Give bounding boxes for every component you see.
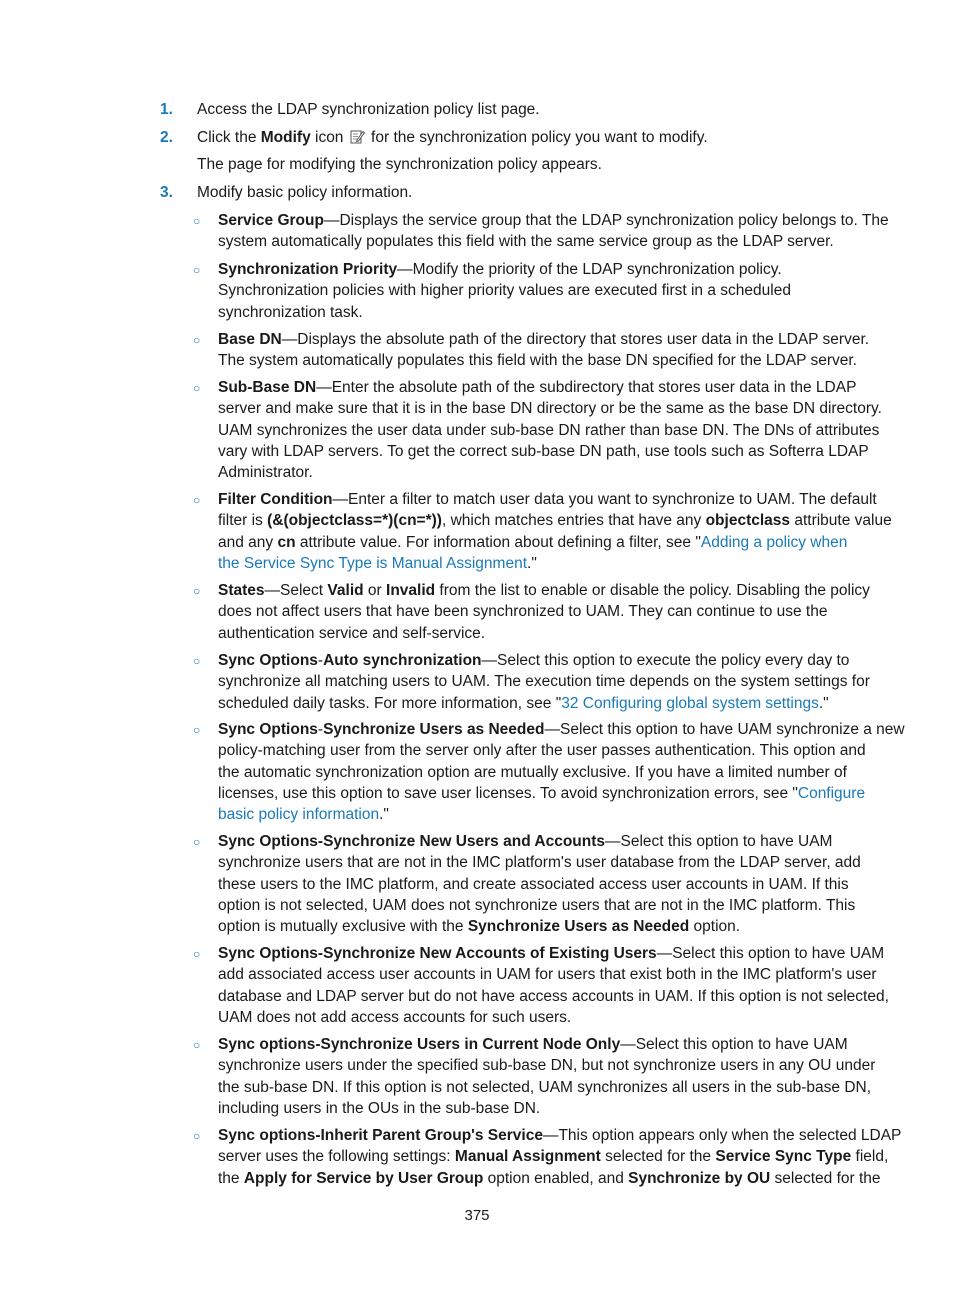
bold-term: Apply for Service by User Group	[243, 1169, 484, 1187]
body-text: —Displays the absolute path of the directory that stores user data in the LDAP server.	[281, 331, 870, 348]
text-line	[218, 693, 873, 714]
option-item	[218, 210, 889, 253]
text-line	[218, 852, 873, 873]
text-line	[218, 895, 873, 916]
body-text: synchronize users under the specified sub-base DN, but not synchronize users in any OU under	[218, 1057, 876, 1075]
option-item	[218, 377, 882, 483]
body-text: —Displays the service group that the LDAP synchronization policy belongs to. The	[323, 212, 889, 229]
body-text: licenses, use this option to save user licenses. To avoid synchronization errors, see "	[218, 784, 798, 802]
text-line	[218, 462, 873, 483]
bold-term: Invalid	[386, 582, 436, 599]
body-text: option is mutually exclusive with the	[218, 918, 468, 936]
text-line	[218, 441, 873, 462]
bold-term: Sync Options	[218, 721, 318, 738]
body-text: selected for the	[770, 1169, 881, 1187]
bold-term: Base DN	[218, 331, 282, 348]
text-line	[218, 671, 873, 692]
bullet-icon: ○	[193, 584, 201, 598]
bold-term: Manual Assignment	[454, 1148, 601, 1166]
text-line	[218, 580, 873, 601]
text-line	[218, 740, 873, 761]
body-text: and any	[218, 533, 278, 551]
body-text: authentication service and self-service.	[218, 624, 486, 642]
modify-label: Modify	[260, 129, 311, 146]
bullet-icon: ○	[193, 654, 201, 668]
step-text: Click the Modify icon for the synchronization policy you want to modify.	[197, 129, 708, 146]
bullet-icon: ○	[193, 1038, 201, 1052]
text-line	[218, 302, 873, 323]
option-item	[218, 489, 892, 574]
text-line	[218, 377, 873, 398]
text-line	[218, 804, 873, 825]
bold-term: Filter Condition	[218, 491, 333, 508]
body-text: ."	[379, 806, 389, 824]
text-line	[218, 831, 873, 852]
bullet-icon: ○	[193, 214, 201, 228]
body-text: option.	[689, 918, 741, 936]
option-item	[218, 943, 889, 1028]
text-line	[218, 1007, 873, 1028]
body-text: policy-matching user from the server only after the user passes authentication. This option and	[218, 742, 866, 760]
body-text: synchronize all matching users to UAM. The execution time depends on the system settings for	[218, 673, 870, 691]
bold-term: Sync options-Synchronize Users in Current Node Only	[218, 1036, 621, 1053]
bold-term: Synchronization Priority	[218, 261, 398, 278]
text-line	[218, 1034, 873, 1055]
body-text: the automatic synchronization option are mutually exclusive. If you have a limited number of	[218, 763, 847, 781]
body-text: -	[317, 652, 324, 669]
text-line	[218, 783, 873, 804]
text-line	[218, 553, 873, 574]
bullet-icon: ○	[193, 723, 201, 737]
body-text: The system automatically populates this field with the base DN specified for the LDAP server.	[218, 352, 857, 370]
text-line	[218, 1077, 873, 1098]
bold-term: Auto synchronization	[323, 652, 482, 669]
body-text: vary with LDAP servers. To get the correct sub-base DN path, use tools such as Softerra LDAP	[218, 442, 869, 460]
body-text: —Select this option to have UAM	[605, 833, 833, 850]
text-line	[218, 650, 873, 671]
text-line	[218, 420, 880, 441]
body-text: filter is	[218, 512, 268, 530]
text-line	[218, 1146, 889, 1167]
body-text: these users to the IMC platform, and create associated access user accounts in UAM. If this	[218, 875, 849, 893]
cross-reference-link[interactable]: basic policy information	[218, 806, 380, 824]
body-text: —Select this option to execute the policy every day to	[481, 652, 850, 669]
text-line	[218, 259, 873, 280]
bullet-icon: ○	[193, 947, 201, 961]
body-text: ."	[818, 694, 829, 712]
bold-term: Valid	[327, 582, 364, 599]
text-line	[218, 762, 873, 783]
step-number: 3.	[160, 184, 173, 201]
body-text: does not affect users that have been synchronized to UAM. They can continue to use the	[218, 603, 828, 621]
body-text: —Select this option to have UAM	[620, 1036, 848, 1053]
body-text: from the list to enable or disable the policy. Disabling the policy	[435, 582, 870, 599]
page-number: 375	[464, 1207, 490, 1224]
text-line	[218, 874, 873, 895]
step-number: 1.	[160, 101, 173, 118]
text-line	[218, 1125, 902, 1146]
body-text: server uses the following settings:	[218, 1148, 455, 1166]
text-line	[218, 231, 873, 252]
bold-term: cn	[277, 533, 296, 551]
step-number: 2.	[160, 129, 173, 146]
text-line	[218, 1055, 876, 1076]
text-line	[218, 210, 889, 231]
option-item	[218, 1125, 902, 1189]
body-text: , which matches entries that have any	[441, 512, 706, 530]
body-text: the	[218, 1169, 244, 1187]
bold-term: Service Group	[218, 212, 324, 229]
body-text: UAM synchronizes the user data under sub-base DN rather than base DN. The DNs of attributes	[218, 421, 880, 439]
option-item	[218, 329, 873, 372]
text-line	[218, 329, 873, 350]
body-text: scheduled daily tasks. For more information, see "	[218, 694, 562, 712]
cross-reference-link[interactable]: 32 Configuring global system settings	[561, 694, 819, 712]
bold-term: Service Sync Type	[715, 1148, 852, 1166]
body-text: UAM does not add access accounts for such users.	[218, 1008, 572, 1026]
body-text: —Select this option to have UAM synchronize a new	[544, 721, 905, 738]
body-text: attribute value. For information about defining a filter, see "	[295, 533, 701, 551]
body-text: Synchronization policies with higher priority values are executed first in a scheduled	[218, 282, 791, 300]
cross-reference-link[interactable]: the Service Sync Type is Manual Assignment	[218, 554, 528, 572]
bullet-icon: ○	[193, 333, 201, 347]
text-line	[218, 1098, 873, 1119]
body-text: option enabled, and	[483, 1169, 629, 1187]
body-text: Administrator.	[218, 464, 313, 482]
text-line	[218, 510, 892, 531]
bold-term: Sync Options	[218, 652, 318, 669]
body-text: —Enter the absolute path of the subdirectory that stores user data in the LDAP	[316, 379, 857, 396]
bold-term: Sub-Base DN	[218, 379, 317, 396]
body-text: database and LDAP server but do not have access accounts in UAM. If this option is not selected,	[218, 987, 889, 1005]
bold-term: Sync Options-Synchronize New Accounts of Existing Users	[218, 945, 657, 962]
body-text: -	[317, 721, 324, 738]
text-line	[218, 719, 905, 740]
option-item	[218, 719, 905, 825]
bullet-icon: ○	[193, 835, 201, 849]
text-line	[218, 532, 873, 553]
cross-reference-link[interactable]: Configure	[797, 784, 866, 802]
body-text: ."	[527, 554, 537, 572]
text-line	[218, 280, 873, 301]
body-text: the sub-base DN. If this option is not selected, UAM synchronizes all users in the sub-base DN,	[218, 1078, 872, 1096]
text-line	[218, 986, 889, 1007]
body-text: —Select	[264, 582, 328, 599]
bold-term: Sync Options-Synchronize New Users and Accounts	[218, 833, 606, 850]
body-text: field,	[851, 1148, 889, 1166]
bold-term: Synchronize Users as Needed	[323, 721, 545, 738]
bold-term: (&(objectclass=*)(cn=*))	[267, 512, 442, 530]
bold-term: Synchronize by OU	[628, 1169, 771, 1187]
body-text: —Modify the priority of the LDAP synchronization policy.	[397, 261, 782, 278]
step-text: Access the LDAP synchronization policy list page.	[197, 101, 540, 118]
text-line	[218, 623, 873, 644]
body-text: or	[363, 582, 387, 599]
body-text: —Enter a filter to match user data you want to synchronize to UAM. The default	[332, 491, 877, 508]
text-line	[218, 601, 873, 622]
body-text: synchronization task.	[218, 303, 363, 321]
option-item	[218, 580, 873, 644]
bullet-icon: ○	[193, 263, 201, 277]
bold-term: objectclass	[705, 512, 791, 530]
text-line	[218, 943, 885, 964]
text-line	[218, 1168, 881, 1189]
text-line	[218, 489, 877, 510]
body-text: synchronize users that are not in the IMC platform's user database from the LDAP server, add	[218, 854, 861, 872]
body-text: add associated access user accounts in UAM for users that exist both in the IMC platform's user	[218, 966, 877, 984]
bold-term: States	[218, 582, 265, 599]
text-line	[218, 916, 873, 937]
body-text: server and make sure that it is in the base DN directory or be the same as the base DN directory.	[218, 400, 882, 418]
body-text: system automatically populates this field with the same service group as the LDAP server.	[218, 233, 834, 251]
body-text: selected for the	[600, 1148, 716, 1166]
option-item	[218, 1034, 876, 1119]
step-text: Modify basic policy information.	[197, 184, 413, 201]
bold-term: Synchronize Users as Needed	[467, 918, 690, 936]
option-item	[218, 259, 873, 323]
text-line	[218, 964, 877, 985]
edit-icon	[350, 129, 365, 144]
bullet-icon: ○	[193, 1129, 201, 1143]
option-item	[218, 831, 873, 937]
bullet-icon: ○	[193, 493, 201, 507]
bold-term: Sync options-Inherit Parent Group's Service	[218, 1127, 543, 1144]
body-text: including users in the OUs in the sub-base DN.	[218, 1099, 541, 1117]
body-text: option is not selected, UAM does not synchronize users that are not in the IMC platform. This	[218, 896, 856, 914]
bullet-icon: ○	[193, 381, 201, 395]
body-text: —This option appears only when the selected LDAP	[542, 1127, 902, 1144]
body-text: attribute value	[790, 512, 892, 530]
text-line	[218, 398, 882, 419]
step-2-note: The page for modifying the synchronization policy appears.	[197, 156, 602, 173]
cross-reference-link[interactable]: Adding a policy when	[700, 533, 848, 551]
option-item	[218, 650, 873, 714]
body-text: —Select this option to have UAM	[656, 945, 885, 962]
text-line	[218, 350, 873, 371]
